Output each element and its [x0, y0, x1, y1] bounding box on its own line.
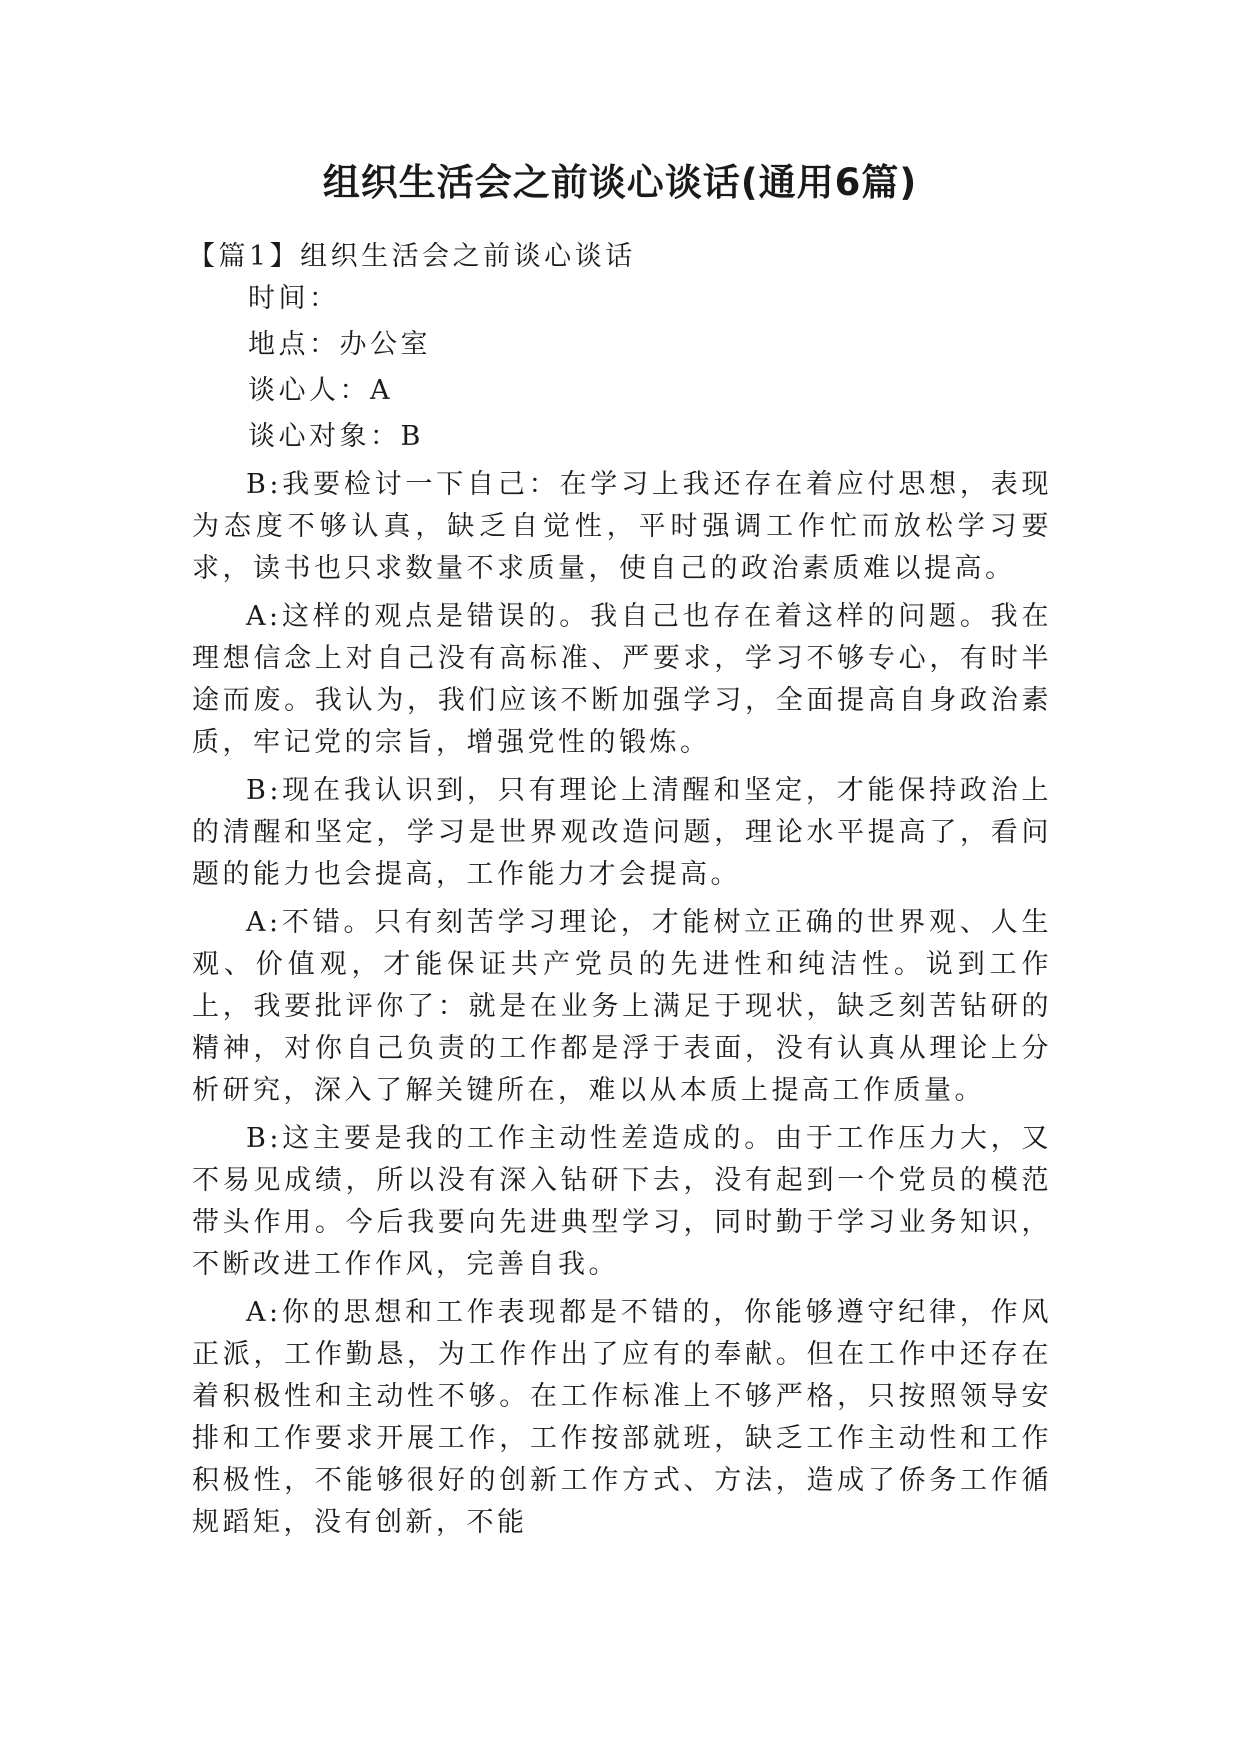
- meta-location: 地点：办公室: [248, 329, 431, 360]
- paragraph: B:这主要是我的工作主动性差造成的。由于工作压力大，又不易见成绩，所以没有深入钻研下去，没有起到一个党员的模范带头作用。今后我要向先进典型学习，同时勤于学习业务知识，不断改进工作作风，完善自我。: [192, 1123, 1052, 1280]
- paragraph: B:我要检讨一下自己：在学习上我还存在着应付思想，表现为态度不够认真，缺乏自觉性，平时强调工作忙而放松学习要求，读书也只求数量不求质量，使自己的政治素质难以提高。: [192, 469, 1052, 584]
- meta-time: 时间：: [248, 283, 340, 314]
- document-title: 组织生活会之前谈心谈话(通用6篇): [322, 161, 918, 204]
- paragraph: B:现在我认识到，只有理论上清醒和坚定，才能保持政治上的清醒和坚定，学习是世界观改造问题，理论水平提高了，看问题的能力也会提高，工作能力才会提高。: [192, 775, 1052, 890]
- meta-listener: 谈心对象：B: [248, 421, 424, 452]
- paragraph: A:这样的观点是错误的。我自己也存在着这样的问题。我在理想信念上对自己没有高标准、严要求，学习不够专心，有时半途而废。我认为，我们应该不断加强学习，全面提高自身政治素质，牢记党的宗旨，增强党性的锻炼。: [192, 601, 1052, 758]
- paragraph: A:你的思想和工作表现都是不错的，你能够遵守纪律，作风正派，工作勤恳，为工作作出了应有的奉献。但在工作中还存在着积极性和主动性不够。在工作标准上不够严格，只按照领导安排和工作要求开展工作，工作按部就班，缺乏工作主动性和工作积极性，不能够很好的创新工作方式、方法，造成了侨务工作循规蹈矩，没有创新，不能: [192, 1297, 1052, 1538]
- meta-speaker: 谈心人：A: [248, 375, 393, 406]
- document-body: [188, 236, 1052, 1544]
- paragraph: A:不错。只有刻苦学习理论，才能树立正确的世界观、人生观、价值观，才能保证共产党员的先进性和纯洁性。说到工作上，我要批评你了：就是在业务上满足于现状，缺乏刻苦钻研的精神，对你自己负责的工作都是浮于表面，没有认真从理论上分析研究，深入了解关键所在，难以从本质上提高工作质量。: [192, 907, 1052, 1106]
- section-heading: 【篇1】组织生活会之前谈心谈话: [188, 241, 636, 272]
